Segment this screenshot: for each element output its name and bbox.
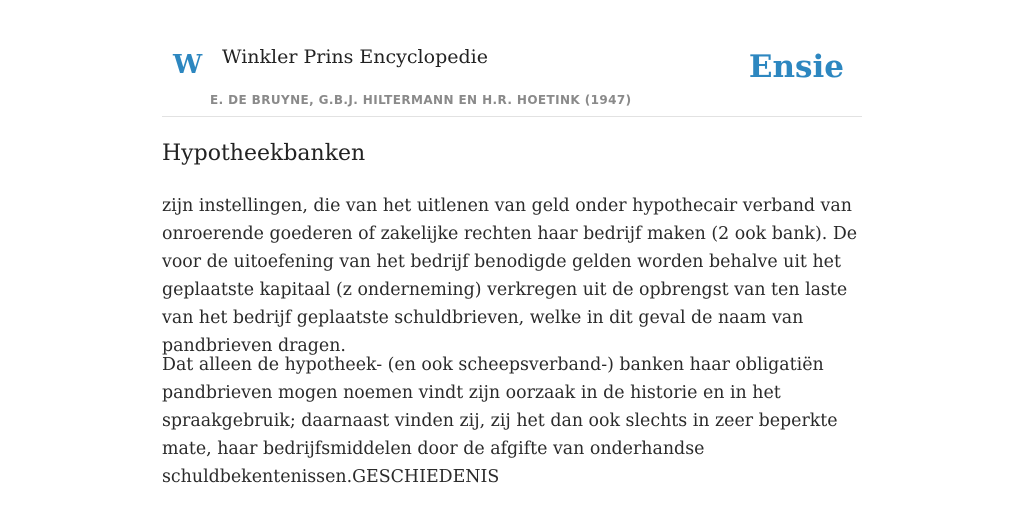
article-paragraph-2: Dat alleen de hypotheek- (en ook scheepsverband-) banken haar obligatiën pandbrieven mogen noemen vindt zijn oorzaak in de historie en in het spraakgebruik; daarnaast vinden zij, zij het dan ook slechts in zeer beperkte mate, haar bedrijfsmiddelen door de afgifte van onderhandse schuldbekentenissen.GESCHIEDENIS (162, 355, 838, 487)
encyclopedia-title[interactable]: Winkler Prins Encyclopedie (222, 46, 488, 68)
page-container (162, 0, 862, 487)
ensie-brand-logo[interactable]: Ensie (748, 49, 844, 85)
encyclopedia-logo[interactable]: W (173, 50, 203, 80)
header (162, 0, 862, 117)
authors-line: E. DE BRUYNE, G.B.J. HILTERMANN EN H.R. HOETINK (1947) (210, 93, 632, 107)
article-title: Hypotheekbanken (162, 141, 366, 166)
article-paragraph-1: zijn instellingen, die van het uitlenen van geld onder hypothecair verband van onroerende goederen of zakelijke rechten haar bedrijf maken (2 ook bank). De voor de uitoefening van het bedrijf benodigde gelden worden behalve uit het geplaatste kapitaal (z onderneming) verkregen uit de opbrengst van ten laste van het bedrijf geplaatste schuldbrieven, welke in dit geval de naam van pandbrieven dragen. (162, 196, 858, 356)
